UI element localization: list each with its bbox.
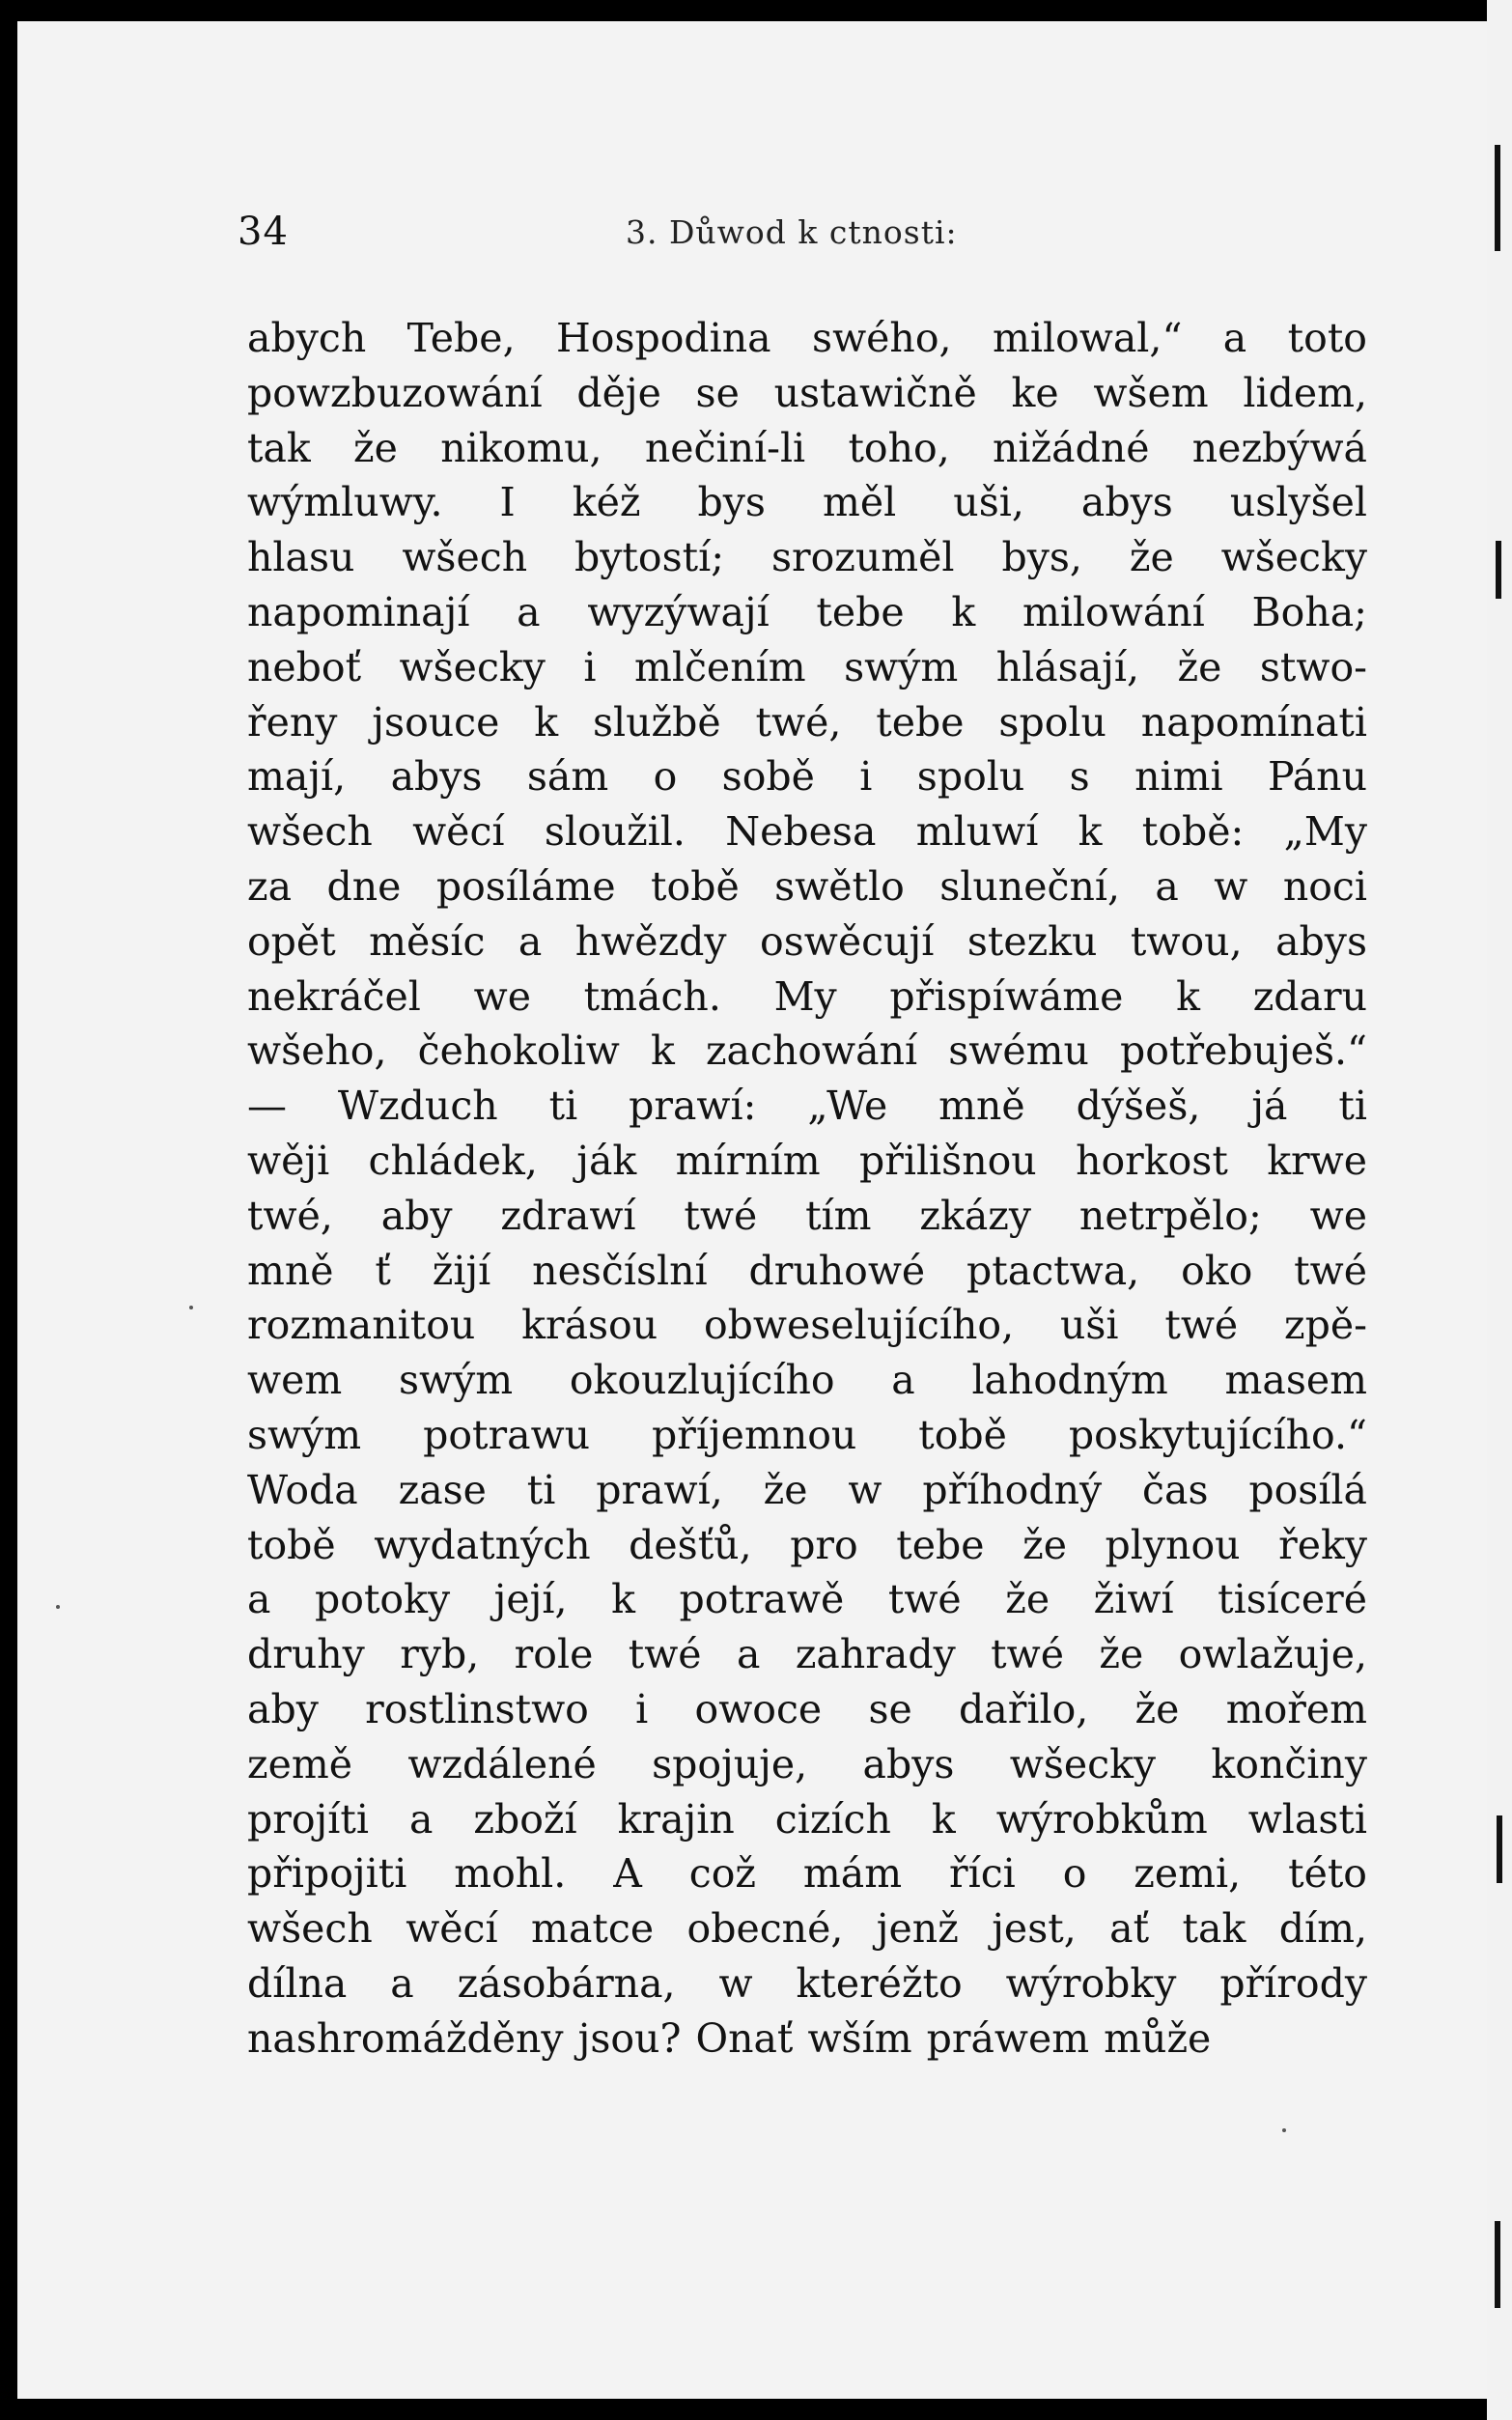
text-line: wýmluwy. I kéž bys měl uši, abys uslyšel (247, 479, 1367, 526)
text-line: wšech wěcí matce obecné, jenž jest, ať tak dím, (247, 1905, 1367, 1953)
text-line: wšeho, čehokoliw k zachowání swému potřebuješ.“ (247, 1027, 1367, 1075)
text-line: wem swým okouzlujícího a lahodným masem (247, 1357, 1367, 1404)
paper-speck (56, 1605, 60, 1609)
running-head: 3. Důwod k ctnosti: (626, 213, 958, 251)
scan-edge (1487, 0, 1512, 2420)
text-line: připojiti mohl. A což mám říci o zemi, této (247, 1850, 1367, 1898)
text-line: aby rostlinstwo i owoce se dařilo, že mořem (247, 1685, 1367, 1732)
text-line: — Wzduch ti prawí: „We mně dýšeš, já ti (247, 1083, 1367, 1130)
text-line: země wzdálené spojuje, abys wšecky končiny (247, 1740, 1367, 1787)
text-line: twé, aby zdrawí twé tím zkázy netrpělo; we (247, 1192, 1367, 1239)
text-line: napominají a wyzýwají tebe k milowání Boha; (247, 588, 1367, 635)
text-line: řeny jsouce k službě twé, tebe spolu napomínati (247, 698, 1367, 746)
text-line: tak že nikomu, nečiní-li toho, nižádné nezbýwá (247, 424, 1367, 471)
text-line: dílna a zásobárna, w kteréžto wýrobky přírody (247, 1959, 1367, 2007)
text-line: mají, abys sám o sobě i spolu s nimi Pánu (247, 753, 1367, 801)
text-line: swým potrawu příjemnou tobě poskytujícího.“ (247, 1411, 1367, 1458)
text-line: mně ť žijí nesčíslní druhowé ptactwa, oko twé (247, 1247, 1367, 1294)
text-line: wěji chládek, ják mírním přilišnou horkost krwe (247, 1137, 1367, 1184)
text-line: tobě wydatných dešťů, pro tebe že plynou řeky (247, 1521, 1367, 1568)
text-line: opět měsíc a hwězdy oswěcují stezku twou, abys (247, 917, 1367, 965)
text-line: za dne posíláme tobě swětlo sluneční, a w noci (247, 862, 1367, 910)
paper-speck (1282, 2128, 1286, 2132)
text-line: projíti a zboží krajin cizích k wýrobkům wlasti (247, 1795, 1367, 1843)
text-line: Woda zase ti prawí, že w příhodný čas posílá (247, 1466, 1367, 1513)
text-line: druhy ryb, role twé a zahrady twé že owlažuje, (247, 1631, 1367, 1678)
text-line: abych Tebe, Hospodina swého, milowal,“ a toto (247, 315, 1367, 361)
scan-edge-mark (1495, 2221, 1500, 2308)
text-line: powzbuzowání děje se ustawičně ke wšem lidem, (247, 369, 1367, 416)
page-header (17, 210, 1487, 258)
text-line: wšech wěcí sloužil. Nebesa mluwí k tobě: „My (247, 808, 1367, 856)
text-line: a potoky její, k potrawě twé že žiwí tisíceré (247, 1576, 1367, 1623)
paper-speck (189, 1306, 193, 1309)
text-line: hlasu wšech bytostí; srozuměl bys, že wšecky (247, 534, 1367, 581)
scan-edge-mark (1497, 1815, 1502, 1883)
text-line: rozmanitou krásou obweselujícího, uši twé zpě- (247, 1302, 1367, 1349)
page-number: 34 (238, 210, 289, 254)
text-line: nekráčel we tmách. My přispíwáme k zdaru (247, 972, 1367, 1020)
text-line: nashromážděny jsou? Onať wším práwem může (247, 2014, 1212, 2062)
body-text (247, 311, 1367, 2067)
scan-edge-mark (1496, 541, 1501, 599)
text-line: neboť wšecky i mlčením swým hlásají, že stwo- (247, 643, 1367, 690)
book-page (17, 21, 1487, 2399)
scan-edge-mark (1495, 145, 1500, 251)
